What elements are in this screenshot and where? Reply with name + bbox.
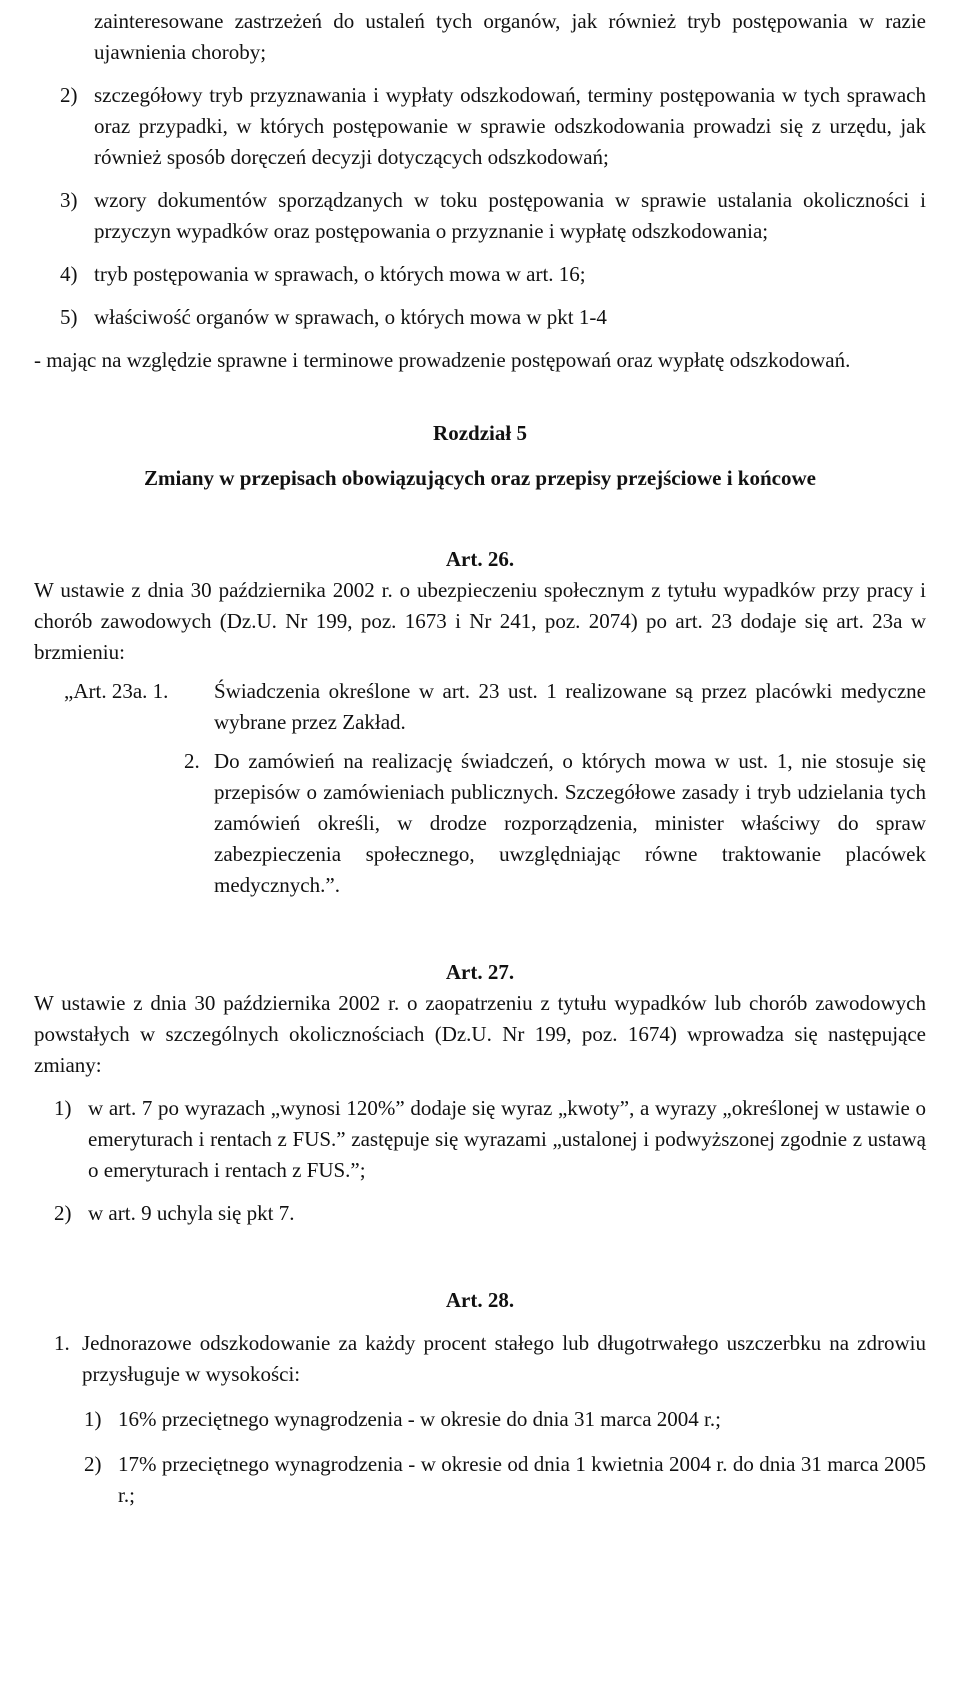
list-item-1-continuation: zainteresowane zastrzeżeń do ustaleń tych organów, jak również tryb postępowania w razie ujawnienia choroby; [94, 9, 926, 64]
closing-clause: - mając na względzie sprawne i terminowe prowadzenie postępowań oraz wypłatę odszkodowań. [34, 348, 851, 372]
article-27-heading: Art. 27. [445, 960, 515, 984]
paragraph-number: 1. [54, 1331, 70, 1355]
list-item-number: 2) [54, 1201, 72, 1225]
list-item [34, 259, 926, 290]
chapter-heading: Rozdział 5 [433, 421, 527, 445]
list-item-text: w art. 9 uchyla się pkt 7. [88, 1201, 295, 1225]
list-item-text: tryb postępowania w sprawach, o których mowa w art. 16; [94, 262, 586, 286]
list-item-number: 2) [60, 83, 78, 107]
chapter-title: Zmiany w przepisach obowiązujących oraz przepisy przejściowe i końcowe [144, 466, 816, 490]
list-item-text: szczegółowy tryb przyznawania i wypłaty odszkodowań, terminy postępowania w tych sprawach oraz przypadki, w których postępowanie w sprawie odszkodowania prowadzi się z urzędu, jak również sposób doręczeń decyzji dotyczących odszkodowań; [94, 83, 926, 169]
list-item-number: 1) [54, 1096, 72, 1120]
list-item [34, 185, 926, 247]
article-27-intro: W ustawie z dnia 30 października 2002 r. o zaopatrzeniu z tytułu wypadków lub chorób zawodowych powstałych w szczególnych okolicznościach (Dz.U. Nr 199, poz. 1674) wprowadza się następujące zmiany: [34, 991, 926, 1077]
article-26-heading: Art. 26. [445, 547, 515, 571]
list-item-text: w art. 7 po wyrazach „wynosi 120%” dodaje się wyraz „kwoty”, a wyrazy „określonej w ustawie o emeryturach i rentach z FUS.” zastępuje się wyrazami „ustalonej i podwyższonej zgodnie z ustawą o emeryturach i rentach z FUS.”; [88, 1096, 926, 1182]
list-item-number: 5) [60, 305, 78, 329]
quoted-article-number: „Art. 23a. 1. [64, 679, 174, 703]
list-item-number: 2) [84, 1452, 102, 1476]
quoted-paragraph-2: Do zamówień na realizację świadczeń, o których mowa w ust. 1, nie stosuje się przepisów o zamówieniach publicznych. Szczegółowe zasady i tryb udzielania tych zamówień określi, w drodze rozporządzenia, minister właściwy do spraw zabezpieczenia społecznego, uwzględniając równe traktowanie placówek medycznych.”. [214, 749, 926, 897]
list-item [34, 1449, 926, 1511]
list-item-text: właściwość organów w sprawach, o których mowa w pkt 1-4 [94, 305, 607, 329]
article-26-intro: W ustawie z dnia 30 października 2002 r. o ubezpieczeniu społecznym z tytułu wypadków przy pracy i chorób zawodowych (Dz.U. Nr 199, poz. 1673 i Nr 241, poz. 2074) po art. 23 dodaje się art. 23a w brzmieniu: [34, 578, 926, 664]
list-item-number: 1) [84, 1407, 102, 1431]
list-item-text: 16% przeciętnego wynagrodzenia - w okresie do dnia 31 marca 2004 r.; [118, 1407, 721, 1431]
list-item [34, 302, 926, 333]
quoted-paragraph-number: 2. [184, 749, 205, 773]
list-item [34, 1198, 926, 1229]
quoted-provision-1 [34, 676, 926, 738]
list-item-text: 17% przeciętnego wynagrodzenia - w okresie od dnia 1 kwietnia 2004 r. do dnia 31 marca 2005 r.; [118, 1452, 926, 1507]
paragraph-text: Jednorazowe odszkodowanie za każdy procent stałego lub długotrwałego uszczerbku na zdrowiu przysługuje w wysokości: [82, 1331, 926, 1386]
list-item [34, 80, 926, 173]
list-item [34, 1093, 926, 1186]
list-item-text: wzory dokumentów sporządzanych w toku postępowania w sprawie ustalania okoliczności i przyczyn wypadków oraz postępowania o przyznanie i wypłatę odszkodowania; [94, 188, 926, 243]
quoted-provision-2 [34, 746, 926, 901]
article-28-heading: Art. 28. [445, 1288, 515, 1312]
list-item-number: 4) [60, 262, 78, 286]
quoted-paragraph-1: Świadczenia określone w art. 23 ust. 1 realizowane są przez placówki medyczne wybrane przez Zakład. [214, 679, 926, 734]
list-item [34, 1404, 926, 1435]
list-item-number: 3) [60, 188, 78, 212]
article-28-paragraph-1 [34, 1328, 926, 1390]
